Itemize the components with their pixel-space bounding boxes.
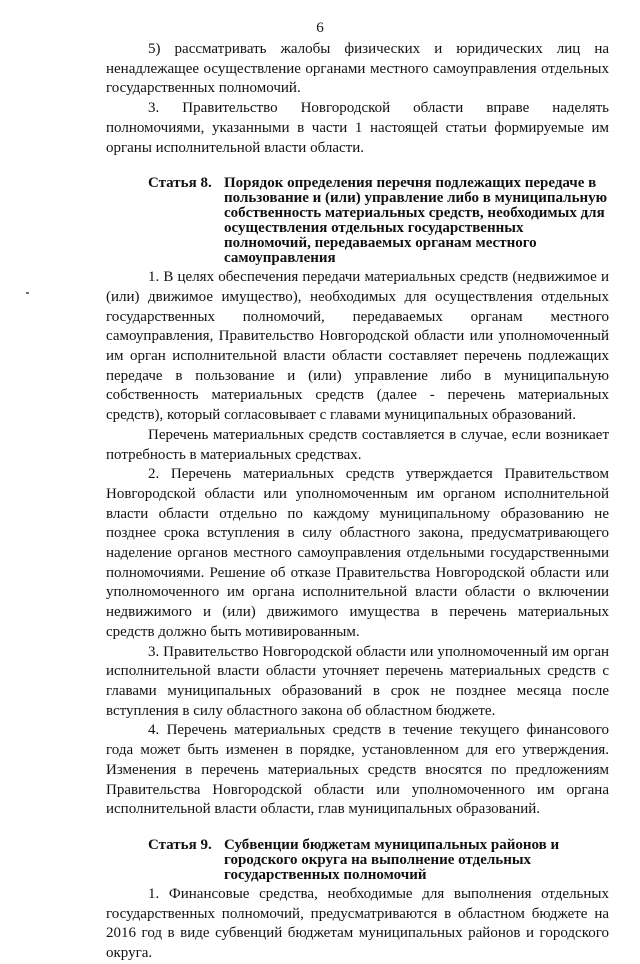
document-body xyxy=(106,40,609,964)
article-8-paragraph-1: 1. В целях обеспечения передачи материальных средств (недвижимое и (или) движимое имущество), необходимых для осуществления отдельных государственных полномочий, передаваемых органам местного самоуправления, Правительство Новгородской области или уполномоченный им орган исполнительной власти области составляет перечень подлежащих передаче в пользование и (или) управление либо в муниципальную собственность материальных средств (далее - перечень материальных средств), который согласовывает с главами муниципальных образований. xyxy=(106,269,609,424)
paragraph-part-3: 3. Правительство Новгородской области вправе наделять полномочиями, указанными в части 1 настоящей статьи формируемые им органы исполнительной власти области. xyxy=(106,100,609,156)
article-9-paragraph-1: 1. Финансовые средства, необходимые для выполнения отдельных государственных полномочий, предусматриваются в областном бюджете на 2016 год в виде субвенций бюджетам муниципальных районов и городского округа. xyxy=(106,885,609,962)
article-9-heading xyxy=(106,838,609,883)
article-8-title: Порядок определения перечня подлежащих передаче в пользование и (или) управление либо в муниципальную собственность материальных средств, необходимых для осуществления отдельных государственных полномочий, передаваемых органам местного самоуправления xyxy=(224,175,608,267)
article-9-number: Статья 9. xyxy=(148,836,212,853)
article-8-paragraph-3: 3. Правительство Новгородской области или уполномоченный им орган исполнительной власти области уточняет перечень материальных средств с главами муниципальных образований в срок не позднее месяца после вступления в силу областного закона об областном бюджете. xyxy=(106,643,609,719)
page-number: 6 xyxy=(316,20,324,36)
scan-speck xyxy=(26,292,29,294)
article-8-heading xyxy=(106,176,609,266)
article-8-paragraph-4: 4. Перечень материальных средств в течение текущего финансового года может быть изменен в порядке, установленном для его утверждения. Изменения в перечень материальных средств вносятся по предложениям Правительства Новгородской области или уполномоченного им органа исполнительной власти области, глав муниципальных образований. xyxy=(106,722,609,818)
article-8-paragraph-1-note: Перечень материальных средств составляется в случае, если возникает потребность в материальных средствах. xyxy=(106,426,609,463)
article-8-number: Статья 8. xyxy=(148,175,212,192)
article-9-title: Субвенции бюджетам муниципальных районов и городского округа на выполнение отдельных государственных полномочий xyxy=(224,836,560,883)
paragraph-item-5: 5) рассматривать жалобы физических и юридических лиц на ненадлежащее осуществление органами местного самоуправления отдельных государственных полномочий. xyxy=(106,41,609,97)
article-8-paragraph-2: 2. Перечень материальных средств утверждается Правительством Новгородской области или уполномоченным им органом исполнительной власти области отдельно по каждому муниципальному образованию не позднее срока вступления в силу областного закона, предусматривающего наделение органов местного самоуправления отдельными государственными полномочиями. Решение об отказе Правительства Новгородской области или уполномоченного им органа исполнительной власти области о включении недвижимого и (или) движимого имущества в перечень материальных средств должно быть мотивированным. xyxy=(106,466,609,640)
